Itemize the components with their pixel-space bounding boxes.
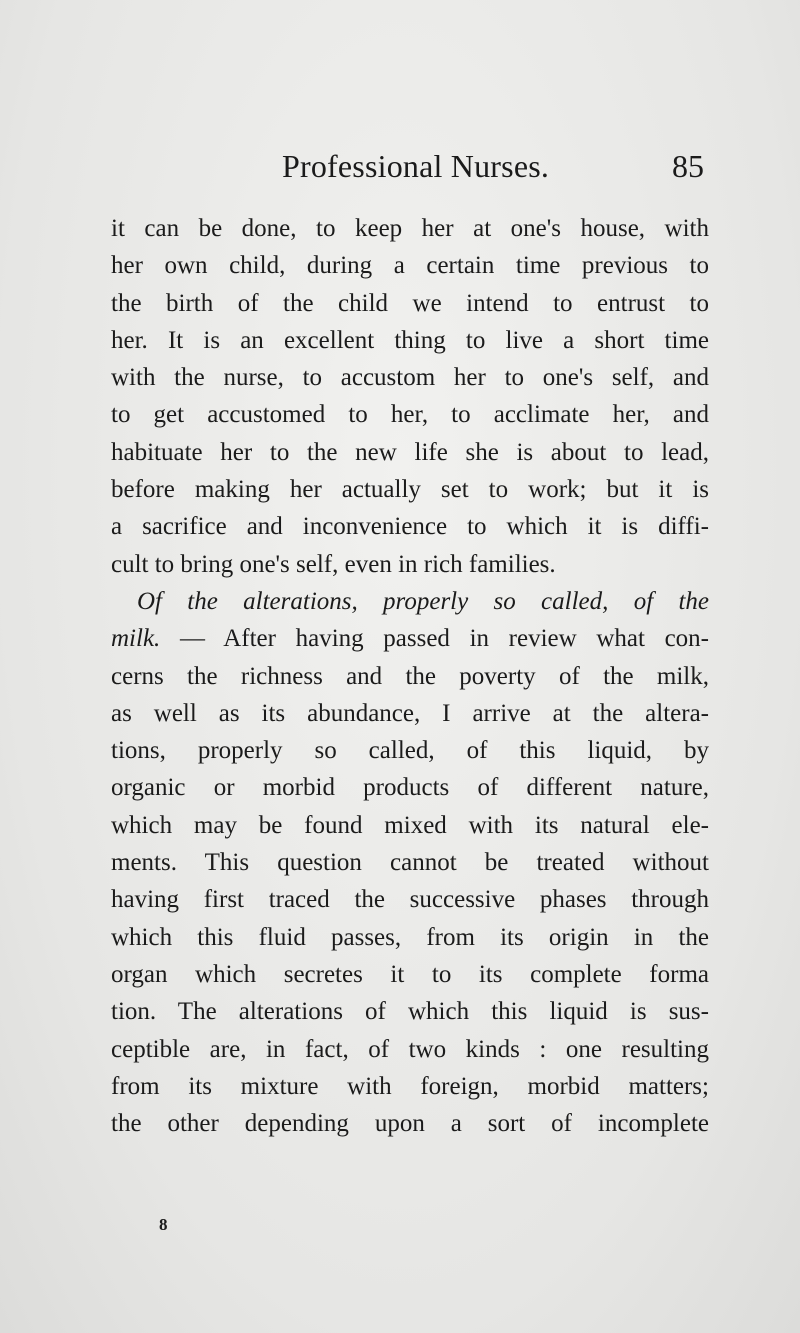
text-line: from its mixture with foreign, morbid matters; [111,1072,709,1100]
text-line: as well as its abundance, I arrive at the altera- [111,699,709,727]
text-line: tions, properly so called, of this liquid, by [111,737,709,765]
section-intro-text: — After having passed in review what con- [160,625,709,653]
section-heading-continued [111,620,709,657]
text-line: with the nurse, to accustom her to one's self, and [111,364,709,392]
running-head [282,146,704,192]
text-line: which may be found mixed with its natural ele- [111,811,709,839]
text-line: a sacrifice and inconvenience to which it is diffi- [111,513,709,541]
text-line: which this fluid passes, from its origin in the [111,923,709,951]
text-line: to get accustomed to her, to acclimate her, and [111,401,709,429]
text-line: her. It is an excellent thing to live a short time [111,326,709,354]
text-line: ments. This question cannot be treated without [111,849,709,877]
text-line: ceptible are, in fact, of two kinds : one resulting [111,1035,709,1063]
running-title: Professional Nurses. [282,148,550,184]
text-line: tion. The alterations of which this liquid is sus- [111,998,709,1026]
text-line: organ which secretes it to its complete forma [111,960,709,988]
text-line: the other depending upon a sort of incomplete [111,1110,709,1138]
signature-mark: 8 [159,1215,168,1234]
page-number: 85 [672,148,704,184]
text-line: cerns the richness and the poverty of the milk, [111,662,709,690]
text-line: the birth of the child we intend to entrust to [111,289,709,317]
section-heading: Of the alterations, properly so called, of the [137,587,709,615]
body-text [111,210,709,1142]
text-line: her own child, during a certain time previous to [111,252,709,280]
text-line: before making her actually set to work; but it is [111,476,709,504]
text-line: having first traced the successive phases through [111,886,709,914]
text-line: habituate her to the new life she is about to lead, [111,438,709,466]
text-line: organic or morbid products of different nature, [111,774,709,802]
text-line: it can be done, to keep her at one's house, with [111,215,709,242]
section-heading-word: milk. [111,625,161,653]
text-line: cult to bring one's self, even in rich families. [111,550,556,578]
